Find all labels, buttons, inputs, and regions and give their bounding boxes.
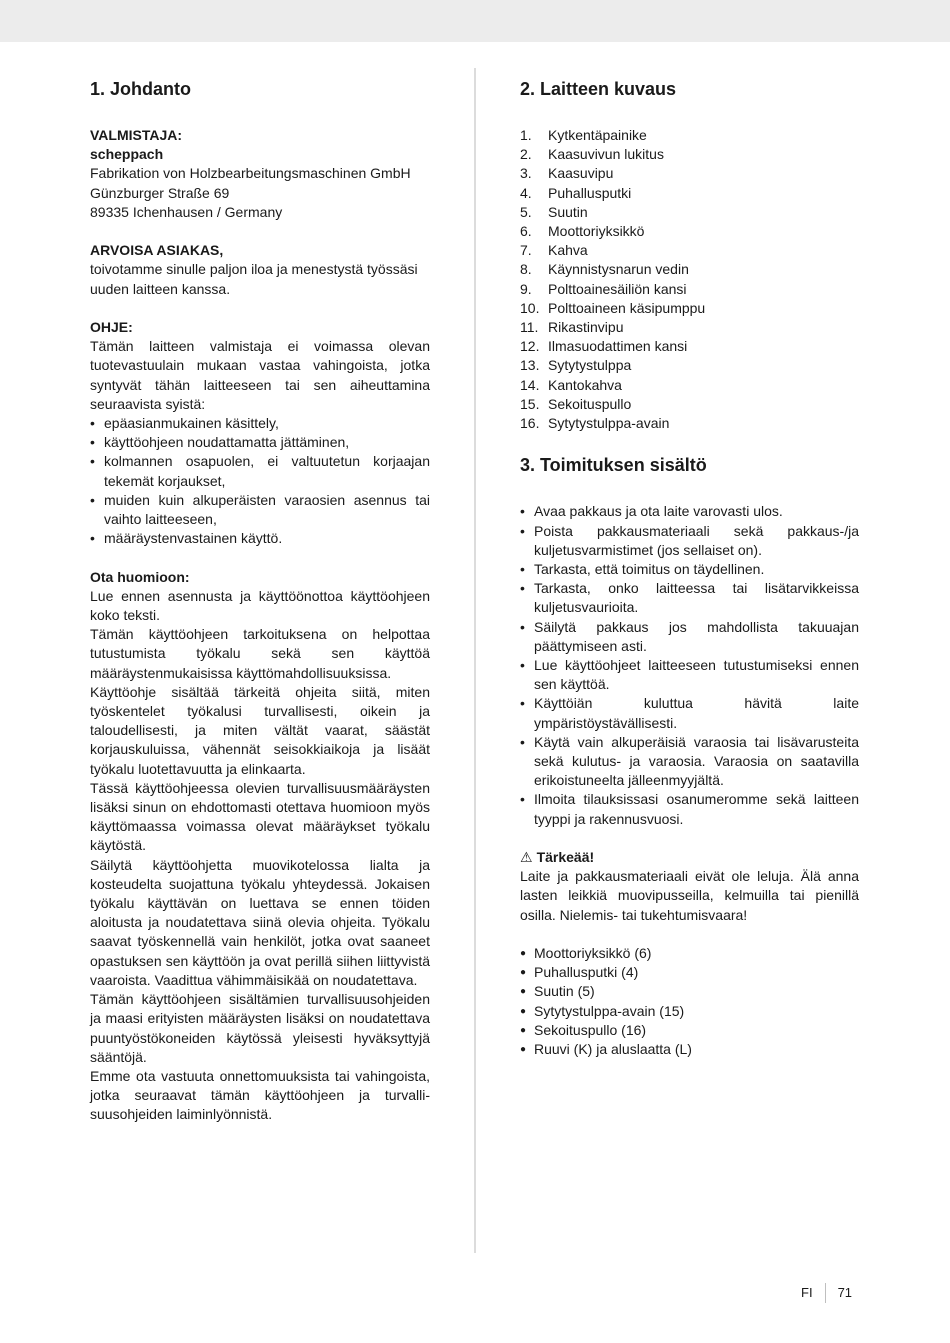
list-item: • Tarkasta, onko laitteessa tai lisätarvikkeissa kuljetusvaurioita.: [520, 579, 859, 617]
attention-paragraph: Tämän käyttöohjeen tarkoituksena on helpottaa tutustumista työkalu sekä sen käyttöä määräystenmukaisissa käyttömahdollisuuksissa.: [90, 626, 430, 681]
list-item: 16. Sytytystulppa-avain: [520, 415, 670, 432]
list-item: 10. Polttoaineen käsipumppu: [520, 299, 706, 316]
warning-triangle-icon: ⚠: [520, 849, 533, 866]
right-column: [520, 76, 859, 1059]
list-item: 4. Puhallusputki: [520, 184, 632, 201]
list-item: 13. Sytytystulppa: [520, 357, 632, 374]
attention-paragraph: Emme ota vastuuta onnettomuuksista tai vahingoista, jotka seuraavat tämän käyttöohjeen ja turvallisuusohjeiden laiminlyönnistä.: [90, 1067, 430, 1123]
list-item: 14. Kantokahva: [520, 376, 622, 393]
list-item: • Säilytä pakkaus jos mahdollista takuuajan päättymiseen asti.: [520, 618, 859, 656]
section-title-introduction: 1. Johdanto: [90, 79, 192, 99]
parts-list: [520, 126, 859, 433]
section-title-description: 2. Laitteen kuvaus: [520, 79, 677, 99]
list-item: • määräystenvastainen käyttö.: [90, 529, 430, 548]
warning-heading-row: [520, 848, 859, 867]
manufacturer-line: Fabrikation von Holzbearbeitungsmaschinen GmbH: [90, 165, 411, 182]
list-item: 1. Kytkentäpainike: [520, 127, 647, 143]
customer-text: toivotamme sinulle paljon iloa ja menestystä työssäsi uuden laitteen kanssa.: [90, 261, 418, 297]
page-footer: [801, 1283, 852, 1303]
left-column: [90, 76, 430, 1125]
list-item: 8. Käynnistysnarun vedin: [520, 261, 689, 278]
list-item: ● Ruuvi (K) ja aluslaatta (L): [520, 1040, 859, 1059]
column-divider: [474, 68, 476, 1253]
list-item: • epäasianmukainen käsittely,: [90, 414, 430, 433]
manufacturer-name: scheppach: [90, 146, 164, 163]
customer-block: [90, 241, 430, 299]
list-item: • Poista pakkausmateriaali sekä pakkaus-/ja kuljetusvarmistimet (jos sellaiset on).: [520, 522, 859, 560]
list-item: 6. Moottoriyksikkö: [520, 223, 645, 240]
list-item: 9. Polttoainesäiliön kansi: [520, 280, 687, 297]
list-item: ● Puhallusputki (4): [520, 963, 859, 982]
list-item: • Avaa pakkaus ja ota laite varovasti ulos.: [520, 502, 859, 521]
list-item: 12. Ilmasuodattimen kansi: [520, 338, 688, 355]
footer-separator: [825, 1283, 826, 1303]
list-item: • käyttöohjeen noudattamatta jättäminen,: [90, 433, 430, 452]
attention-heading: Ota huomioon:: [90, 568, 190, 585]
list-item: 11. Rikastinvipu: [520, 319, 624, 336]
list-item: ● Sekoituspullo (16): [520, 1021, 859, 1040]
note-block: [90, 318, 430, 548]
list-item: • muiden kuin alkuperäisten varaosien asennus tai vaihto laitteeseen,: [90, 491, 430, 529]
list-item: 2. Kaasuvivun lukitus: [520, 146, 664, 163]
list-item: 3. Kaasuvipu: [520, 165, 614, 182]
contents-list: [520, 944, 859, 1059]
language-code: FI: [801, 1285, 813, 1301]
note-text: Tämän laitteen valmistaja ei voimassa olevan tuotevastuulain mukaan vastaa vahingoista, jotka syntyvät tähän laitteeseen tai sen aiheuttamina seuraavista syistä:: [90, 338, 430, 412]
manufacturer-block: [90, 126, 430, 222]
note-list: [90, 414, 430, 548]
list-item: 15. Sekoituspullo: [520, 395, 632, 412]
warning-text: Laite ja pakkausmateriaali eivät ole leluja. Älä anna lasten leikkiä muovipusseilla, kelmuilla tai pienillä osilla. Nielemis- tai tukehtumisvaara!: [520, 868, 859, 923]
note-heading: OHJE:: [90, 319, 133, 335]
list-item: • Käyttöiän kuluttua hävitä laite ympäristöystävällisesti.: [520, 694, 859, 732]
page-number: 71: [837, 1285, 853, 1301]
manufacturer-heading: VALMISTAJA:: [90, 127, 183, 143]
list-item: 7. Kahva: [520, 242, 588, 259]
attention-paragraph: Säilytä käyttöohjetta muovikotelossa lialta ja kosteudelta suojattuna työkalu yhteydessä. Jokaisen työkalu käyttävän on luettava se ennen töiden aloitusta ja noudatettava siinä olevia ohjeita. Työkalu saavat työskennellä vain henkilöt, jotka ovat saaneet opastuksen sen käyttöön ja ovat perillä siihen liittyvistä vaaroista. Vaadittua vähimmäisikää on noudatettava.: [90, 856, 430, 988]
list-item: ● Sytytystulppa-avain (15): [520, 1002, 859, 1021]
attention-block: [90, 568, 430, 1125]
manufacturer-line: 89335 Ichenhausen / Germany: [90, 203, 283, 220]
warning-heading: Tärkeää!: [536, 849, 595, 866]
list-item: • Ilmoita tilauksissasi osanumeromme sekä laitteen tyyppi ja rakennusvuosi.: [520, 790, 859, 828]
list-item: • Käytä vain alkuperäisiä varaosia tai lisävarusteita sekä kulutus- ja varaosia. Varaosia on saatavilla erikoistuneelta jälleenmyyjältä.: [520, 733, 859, 791]
attention-paragraph: Lue ennen asennusta ja käyttöönottoa käyttöohjeen koko teksti.: [90, 587, 430, 624]
warning-block: [520, 848, 859, 925]
list-item: ● Suutin (5): [520, 982, 859, 1001]
attention-paragraph: Tässä käyttöohjeessa olevien turvallisuusmääräysten lisäksi sinun on ehdottomasti otettava huomioon myös käyttömaassa voimassa olevat määräykset työkalu käytöstä.: [90, 779, 430, 854]
delivery-list: [520, 502, 859, 828]
list-item: • kolmannen osapuolen, ei valtuutetun korjaajan tekemät korjaukset,: [90, 452, 430, 490]
section-title-delivery: 3. Toimituksen sisältö: [520, 455, 707, 476]
attention-paragraph: Käyttöohje sisältää tärkeitä ohjeita siitä, miten työskentelet työkalusi turvallisesti, oikein ja taloudellisesti, ja miten vältät vaarat, säästät korjauskuluissa, vähennät seisokkiaikoja ja lisäät työkalu luotettavuutta ja elinkaarta.: [90, 683, 430, 777]
customer-heading: ARVOISA ASIAKAS,: [90, 242, 224, 259]
top-bar: [0, 0, 950, 42]
attention-paragraph: Tämän käyttöohjeen sisältämien turvallisuusohjeiden ja maasi erityisten määräysten lisäksi on noudatettava puuntyöstökoneiden käytössä yleisesti hyväksyttyjä sääntöjä.: [90, 991, 430, 1065]
list-item: • Lue käyttöohjeet laitteeseen tutustumiseksi ennen sen käyttöä.: [520, 656, 859, 694]
list-item: ● Moottoriyksikkö (6): [520, 944, 859, 963]
list-item: • Tarkasta, että toimitus on täydellinen.: [520, 560, 859, 579]
list-item: 5. Suutin: [520, 203, 588, 220]
manufacturer-line: Günzburger Straße 69: [90, 184, 230, 201]
